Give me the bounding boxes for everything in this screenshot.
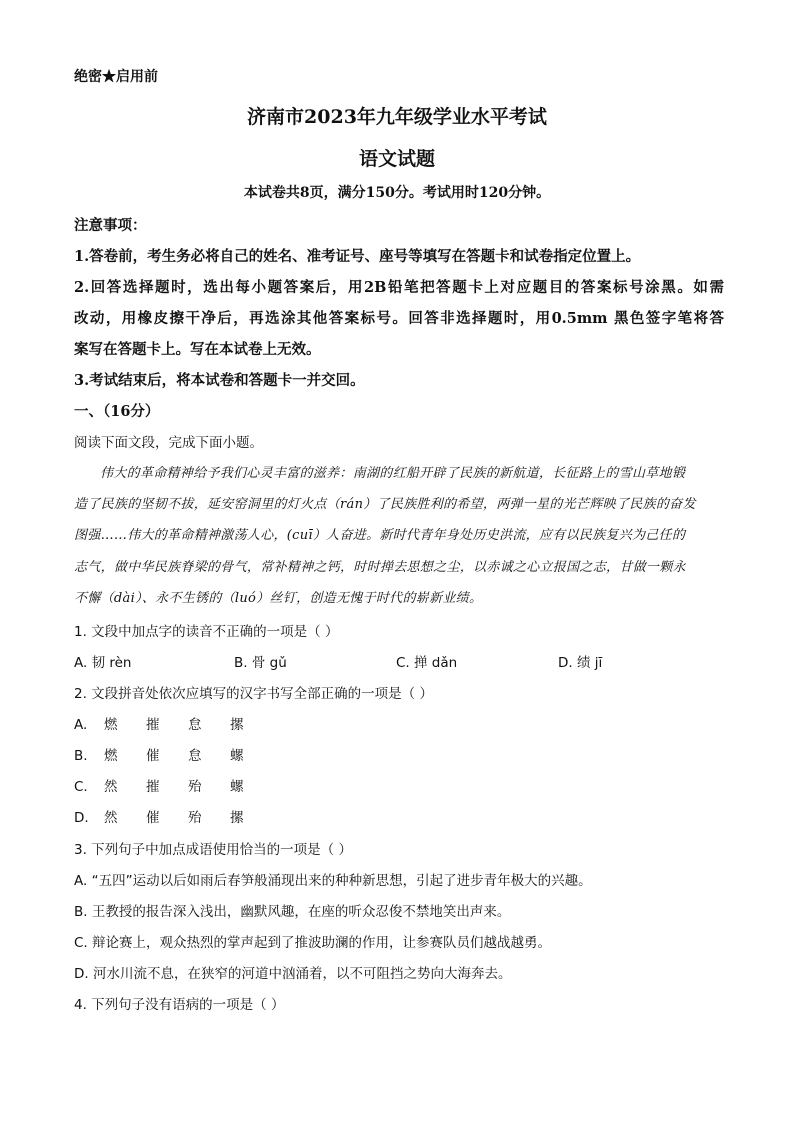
question-2-option-c bbox=[74, 775, 244, 795]
passage-line: 图强……伟大的革命精神激荡人心，(cuī）人奋进。新时代青年身处历史洪流，应有以民族复兴为己任的 bbox=[74, 528, 686, 543]
notice-heading: 注意事项： bbox=[74, 217, 147, 234]
question-3-option-d: D. 河水川流不息，在狭窄的河道中汹涌着，以不可阻挡之势向大海奔去。 bbox=[74, 966, 512, 982]
option-letter: D. bbox=[74, 810, 89, 826]
option-char: 怠 bbox=[188, 748, 202, 764]
notice-item-2-end: 案写在答题卡上。写在本试卷上无效。 bbox=[74, 341, 321, 358]
notice-item-3: 3.考试结束后，将本试卷和答题卡一并交回。 bbox=[74, 372, 365, 389]
notice-item-1: 1.答卷前，考生务必将自己的姓名、准考证号、座号等填写在答题卡和试卷指定位置上。 bbox=[74, 248, 641, 265]
passage-line: 造了民族的坚韧不拔，延安窑洞里的灯火点（rán）了民族胜利的希望，两弹一星的光芒辉映了民族的奋发 bbox=[74, 497, 696, 512]
question-4: 4. 下列句子没有语病的一项是（ ） bbox=[74, 997, 285, 1013]
question-3: 3. 下列句子中加点成语使用恰当的一项是（ ） bbox=[74, 842, 352, 858]
option-c: C. 掸 dǎn bbox=[396, 655, 458, 671]
option-char: 然 bbox=[104, 810, 118, 826]
question-1: 1. 文段中加点字的读音不正确的一项是（ ） bbox=[74, 624, 339, 640]
option-char: 然 bbox=[104, 779, 118, 795]
option-char: 摞 bbox=[230, 717, 244, 733]
exam-info: 本试卷共8页，满分150分。考试用时120分钟。 bbox=[243, 185, 551, 201]
question-3-option-c: C. 辩论赛上，观众热烈的掌声起到了推波助澜的作用，让参赛队员们越战越勇。 bbox=[74, 935, 552, 951]
exam-title: 济南市2023年九年级学业水平考试 bbox=[247, 106, 547, 128]
option-char: 燃 bbox=[104, 748, 118, 764]
passage-line: 志气，做中华民族脊梁的骨气，常补精神之钙，时时掸去思想之尘，以赤诚之心立报国之志，甘做一颗永 bbox=[74, 560, 686, 575]
option-char: 怠 bbox=[188, 717, 202, 733]
question-2-option-b bbox=[74, 744, 244, 764]
confidential-mark: 绝密★启用前 bbox=[74, 69, 158, 85]
option-char: 摞 bbox=[230, 810, 244, 826]
option-b: B. 骨 gǔ bbox=[234, 655, 287, 671]
option-letter: A. bbox=[74, 717, 88, 733]
option-char: 催 bbox=[146, 810, 160, 826]
option-char: 摧 bbox=[146, 779, 160, 795]
option-char: 摧 bbox=[146, 717, 160, 733]
option-letter: C. bbox=[74, 779, 88, 795]
option-a: A. 韧 rèn bbox=[74, 655, 132, 671]
notice-item-2-cont: 改动，用橡皮擦干净后，再选涂其他答案标号。回答非选择题时，用0.5mm 黑色签字笔将答 bbox=[74, 310, 724, 327]
exam-subject: 语文试题 bbox=[358, 148, 435, 170]
option-char: 螺 bbox=[230, 748, 244, 764]
question-2-option-a bbox=[74, 713, 244, 733]
option-char: 殆 bbox=[188, 779, 202, 795]
passage-line: 不懈（dài）、永不生锈的（luó）丝钉，创造无愧于时代的崭新业绩。 bbox=[74, 591, 483, 606]
section-heading: 一、（16分） bbox=[74, 403, 160, 420]
question-3-option-b: B. 王教授的报告深入浅出，幽默风趣，在座的听众忍俊不禁地笑出声来。 bbox=[74, 904, 511, 920]
option-char: 燃 bbox=[104, 717, 118, 733]
notice-item-2: 2.回答选择题时，选出每小题答案后，用2B铅笔把答题卡上对应题目的答案标号涂黑。如需 bbox=[74, 279, 724, 296]
option-d: D. 绩 jī bbox=[558, 655, 603, 671]
option-letter: B. bbox=[74, 748, 88, 764]
option-char: 殆 bbox=[188, 810, 202, 826]
option-char: 催 bbox=[146, 748, 160, 764]
question-2-option-d bbox=[74, 806, 244, 826]
section-instruction: 阅读下面文段，完成下面小题。 bbox=[74, 435, 263, 451]
option-char: 螺 bbox=[230, 779, 244, 795]
passage-line: 伟大的革命精神给予我们心灵丰富的滋养：南湖的红船开辟了民族的新航道，长征路上的雪山草地锻 bbox=[100, 466, 686, 481]
question-2: 2. 文段拼音处依次应填写的汉字书写全部正确的一项是（ ） bbox=[74, 686, 433, 702]
question-3-option-a: A. “五四”运动以后如雨后春笋般涌现出来的种种新思想，引起了进步青年极大的兴趣。 bbox=[74, 873, 592, 889]
